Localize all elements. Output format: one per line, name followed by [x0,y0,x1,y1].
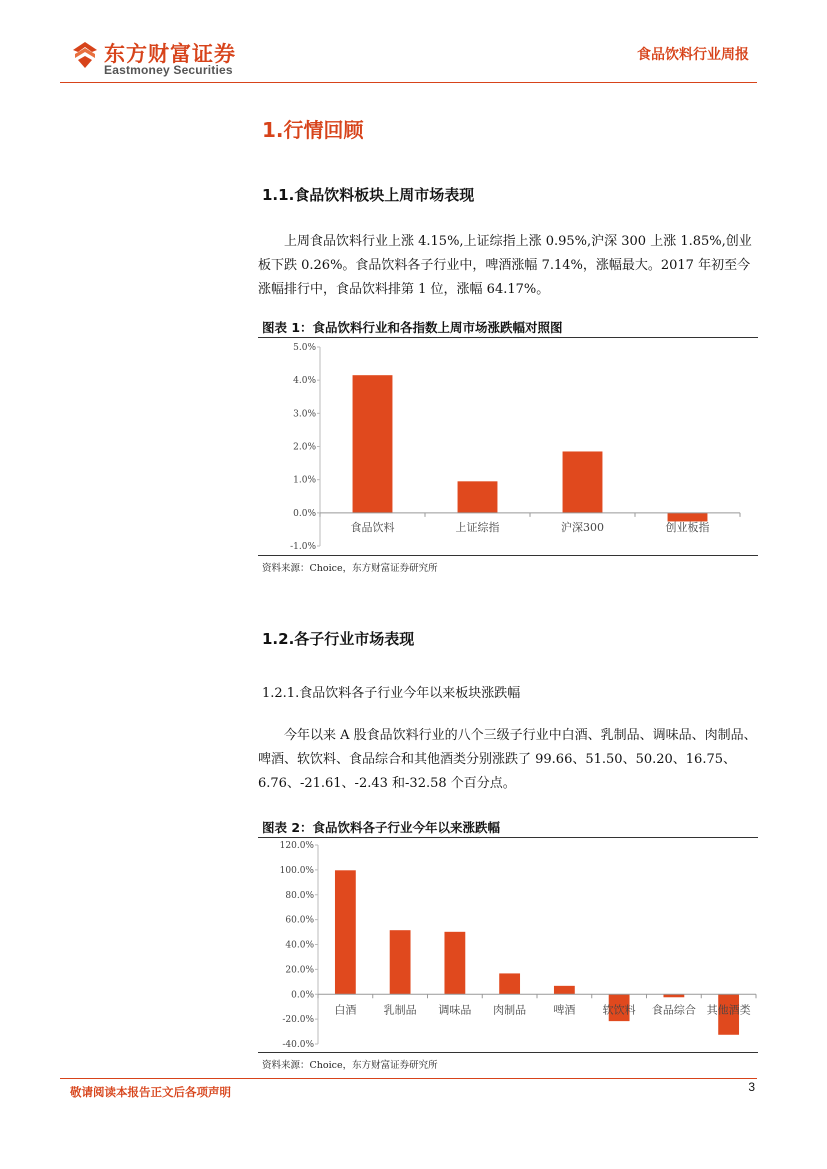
y-tick-label: 5.0% [293,343,316,353]
x-tick-label: 沪深300 [561,520,604,534]
figure-1-bottom-rule [258,555,758,556]
y-tick-label: 1.0% [293,475,316,486]
x-tick-label: 肉制品 [493,1003,527,1017]
y-tick-label: 0.0% [291,990,314,1001]
y-tick-label: -40.0% [282,1040,314,1050]
y-tick-label: 20.0% [285,965,314,976]
bar [353,375,393,513]
section-heading: 1.行情回顾 [262,118,364,142]
figure-2-title: 图表 2：食品饮料各子行业今年以来涨跌幅 [262,820,501,835]
x-tick-label: 乳制品 [383,1003,417,1017]
bar [458,481,498,513]
y-tick-label: 80.0% [285,890,314,901]
disclaimer-note: 敬请阅读本报告正文后各项声明 [70,1085,231,1099]
y-tick-label: -1.0% [290,542,316,552]
footer-divider [60,1078,757,1079]
page-number: 3 [748,1080,755,1094]
figure-2-source: 资料来源：Choice，东方财富证券研究所 [262,1060,438,1071]
paragraph-text: 今年以来 A 股食品饮料行业的八个三级子行业中白酒、乳制品、调味品、肉制品、啤酒、软饮料、食品综合和其他酒类分别涨跌了 99.66、51.50、50.20、16.75、6.76、-21.61、-2.43 和-32.58 个百分点。 [258,728,757,791]
y-tick-label: 3.0% [293,409,316,420]
y-tick-label: 60.0% [285,915,314,926]
x-tick-label: 软饮料 [602,1003,636,1017]
logo-english-text: Eastmoney Securities [104,63,233,77]
figure-1-chart [258,339,758,554]
figure-2-top-rule [258,837,758,838]
bar [335,870,356,994]
subsection-heading-1-2-1: 1.2.1.食品饮料各子行业今年以来板块涨跌幅 [262,686,521,701]
logo-text: 东方财富证券 [104,42,236,66]
subsection-heading-1-2: 1.2.各子行业市场表现 [262,630,415,648]
report-title: 食品饮料行业周报 [637,47,749,63]
x-tick-label: 其他酒类 [706,1003,751,1017]
figure-1-title: 图表 1：食品饮料行业和各指数上周市场涨跌幅对照图 [262,320,563,335]
bar [444,932,465,994]
figure-2-chart [258,839,758,1051]
y-tick-label: 4.0% [293,376,316,387]
x-tick-label: 食品综合 [651,1003,696,1017]
bar [499,973,520,994]
x-tick-label: 调味品 [438,1003,472,1017]
x-tick-label: 白酒 [334,1003,357,1017]
y-tick-label: 0.0% [293,508,316,519]
x-tick-label: 创业板指 [665,520,710,534]
paragraph-text: 上周食品饮料行业上涨 4.15%,上证综指上涨 0.95%,沪深 300 上涨 1.85%,创业板下跌 0.26%。食品饮料各子行业中，啤酒涨幅 7.14%，涨幅最大。2017 年初至今涨幅排行中，食品饮料排第 1 位，涨幅 64.17%。 [258,234,752,297]
y-tick-label: 120.0% [279,841,314,851]
x-tick-label: 食品饮料 [350,520,395,534]
bar [554,986,575,994]
bar [563,451,603,512]
y-tick-label: 100.0% [279,865,314,876]
y-tick-label: 40.0% [285,940,314,951]
paragraph-1-1 [258,230,758,302]
figure-1-top-rule [258,337,758,338]
header-divider [60,82,757,83]
subsection-heading-1-1: 1.1.食品饮料板块上周市场表现 [262,186,475,204]
logo-icon [70,40,100,70]
bar [390,930,411,994]
figure-1-source: 资料来源：Choice，东方财富证券研究所 [262,563,438,574]
figure-2-bottom-rule [258,1052,758,1053]
y-tick-label: -20.0% [282,1015,314,1026]
x-tick-label: 啤酒 [553,1003,576,1017]
x-tick-label: 上证综指 [455,520,500,534]
y-tick-label: 2.0% [293,442,316,453]
paragraph-1-2-1 [258,724,758,796]
